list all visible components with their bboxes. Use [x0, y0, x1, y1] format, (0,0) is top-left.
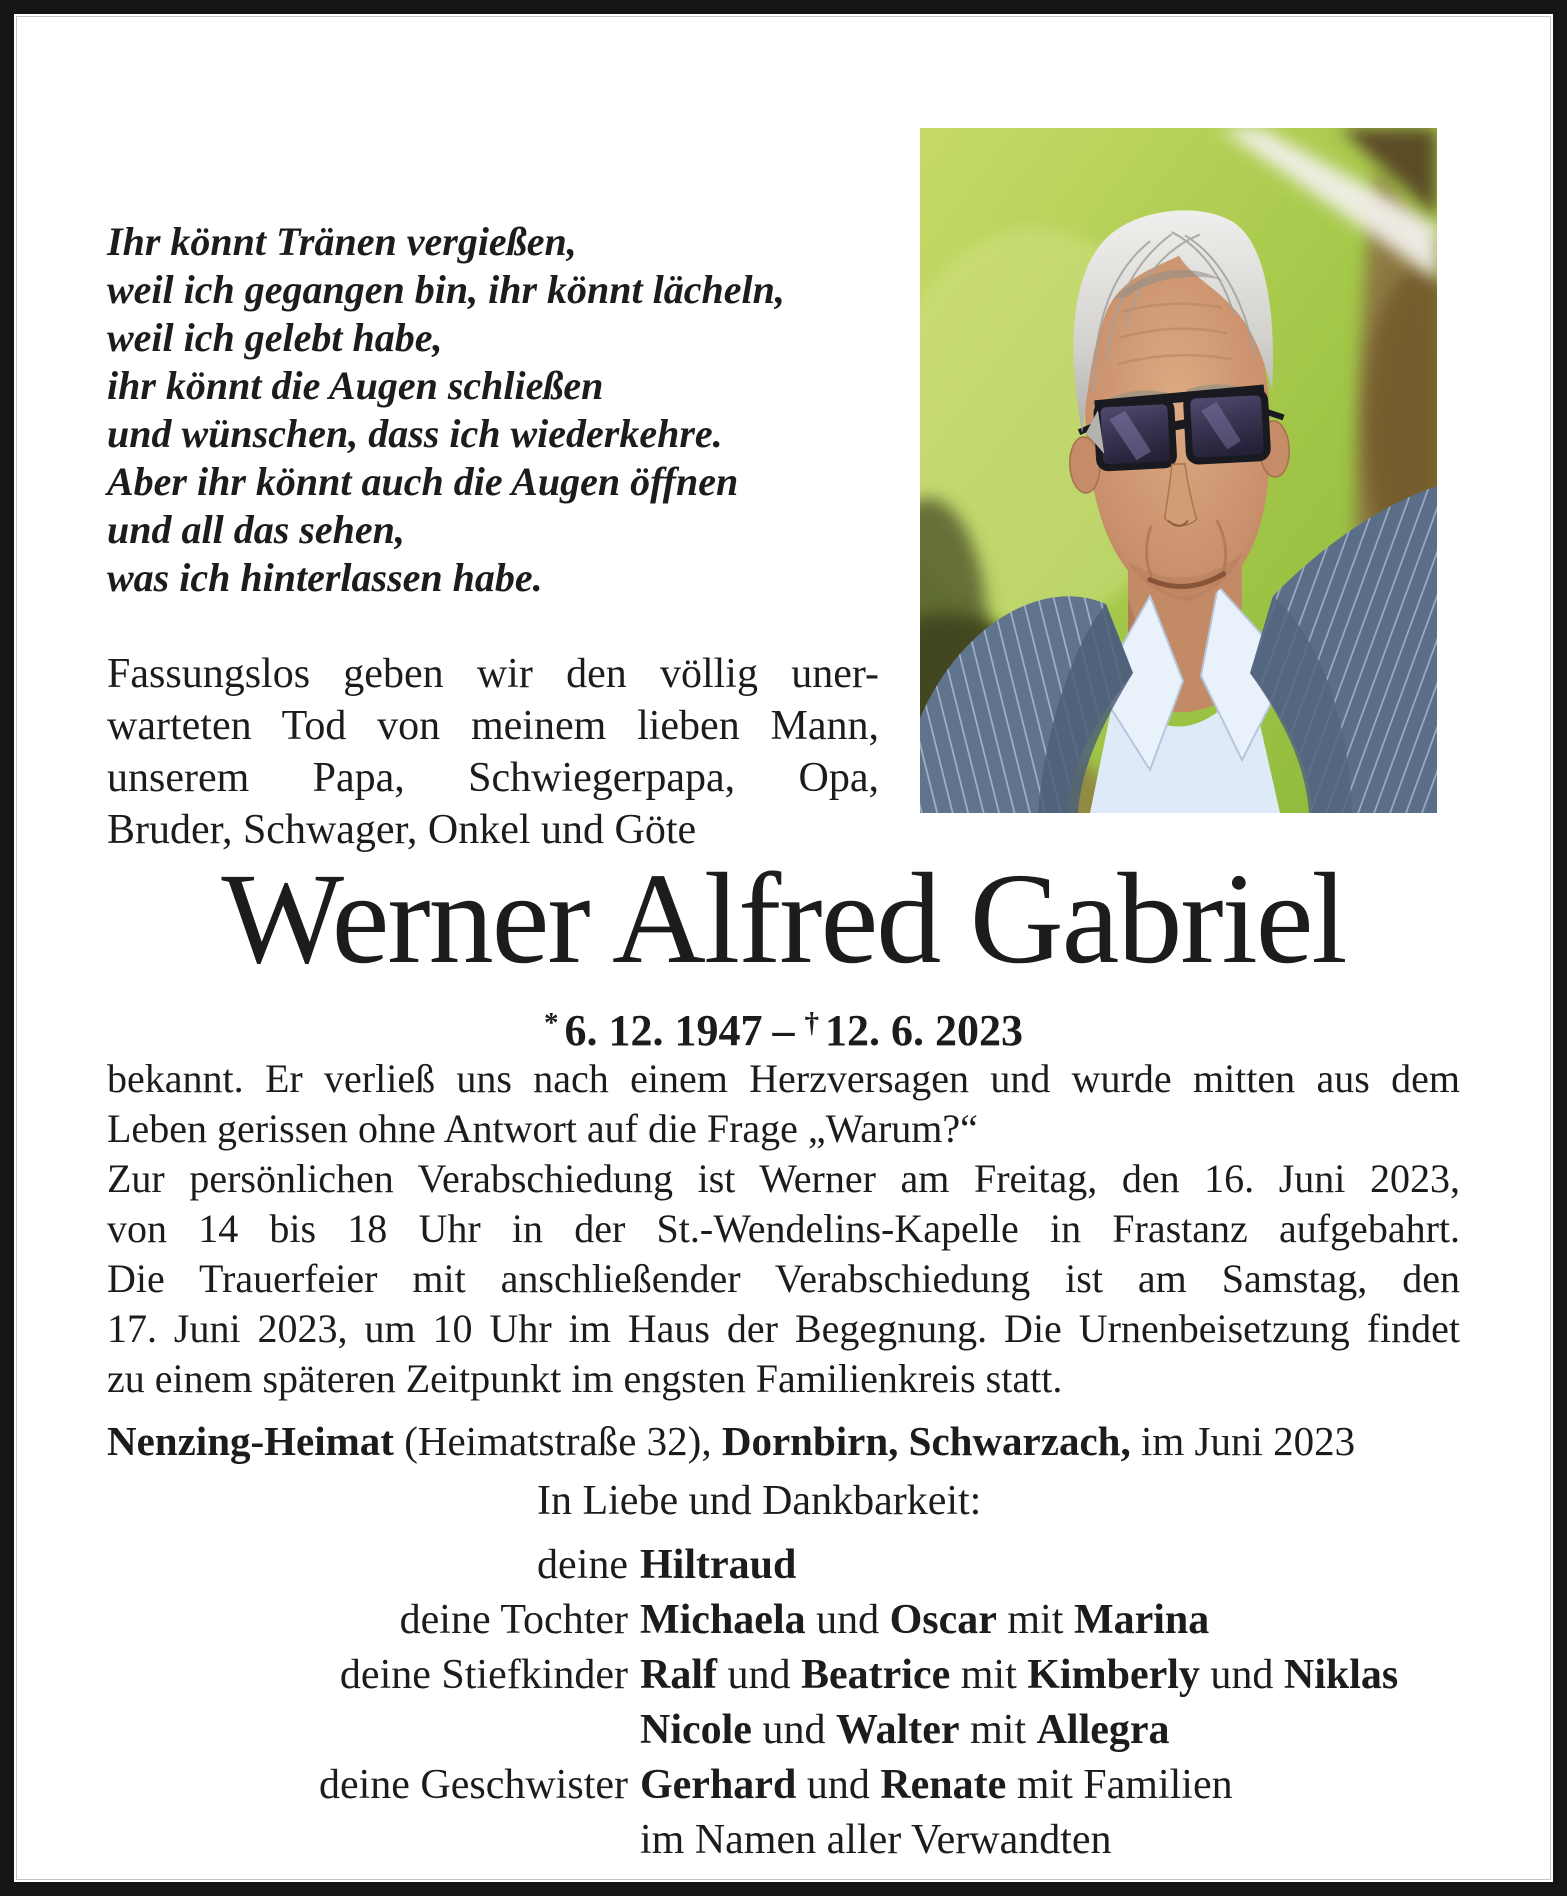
text-line: Leben gerissen ohne Antwort auf die Frage „Warum?“: [107, 1106, 978, 1151]
text-line: weil ich gegangen bin, ihr könnt lächeln,: [107, 267, 785, 312]
text-line: warteten Tod von meinem lieben Mann,: [107, 703, 879, 749]
text-run: (Heimatstraße 32),: [393, 1418, 722, 1464]
text-run: mit Familien: [1006, 1762, 1233, 1808]
text-line: zu einem späteren Zeitpunkt im engsten Familienkreis statt.: [107, 1356, 1063, 1401]
mourner-row-label: deine Tochter: [399, 1597, 628, 1643]
text-line: weil ich gelebt habe,: [107, 315, 443, 360]
text-run: im Namen aller Verwandten: [640, 1817, 1112, 1863]
announcement-intro: [107, 648, 879, 856]
text-line: Fassungslos geben wir den völlig uner-: [107, 651, 879, 697]
text-run: und: [805, 1597, 890, 1643]
name-bold-run: Gerhard: [640, 1762, 797, 1808]
name-bold-run: Dornbirn, Schwarzach,: [721, 1418, 1131, 1464]
text-line: Ihr könnt Tränen vergießen,: [107, 219, 577, 264]
name-bold-run: Allegra: [1036, 1707, 1170, 1753]
name-bold-run: Hiltraud: [640, 1542, 797, 1588]
text-line: Aber ihr könnt auch die Augen öffnen: [107, 459, 739, 504]
mourner-row: [640, 1593, 1460, 1648]
obituary-card: [14, 14, 1553, 1882]
text-run: und: [717, 1652, 801, 1698]
birth-star-symbol: *: [543, 1007, 559, 1039]
text-run: und: [1199, 1652, 1284, 1698]
mourner-row-label: [107, 1813, 628, 1868]
mourner-row: [640, 1538, 1460, 1593]
death-cross-symbol: †: [804, 1007, 820, 1039]
memorial-poem: [107, 218, 907, 602]
name-bold-run: Kimberly: [1027, 1652, 1200, 1698]
deceased-name: Werner Alfred Gabriel: [221, 847, 1346, 991]
closing-line: In Liebe und Dankbarkeit:: [537, 1478, 982, 1524]
name-bold-run: Nenzing-Heimat: [107, 1418, 394, 1464]
text-line: Bruder, Schwager, Onkel und Göte: [107, 807, 697, 853]
mourner-row: [640, 1648, 1460, 1703]
mourner-row: [640, 1813, 1460, 1868]
name-bold-run: Niklas: [1283, 1652, 1399, 1698]
portrait-photo: [920, 128, 1437, 813]
text-line: Die Trauerfeier mit anschließender Verabschiedung ist am Samstag, den: [107, 1256, 1460, 1301]
text-line: ihr könnt die Augen schließen: [107, 363, 604, 408]
name-bold-run: Walter: [835, 1707, 960, 1753]
name-bold-run: Michaela: [640, 1597, 806, 1643]
text-line: unserem Papa, Schwiegerpapa, Opa,: [107, 755, 879, 801]
name-bold-run: Marina: [1073, 1597, 1210, 1643]
dates-separator: –: [772, 1006, 795, 1056]
mourners-list: [107, 1538, 1460, 1868]
text-run: mit: [996, 1597, 1074, 1643]
text-run: und: [751, 1707, 836, 1753]
mourner-row-label: [107, 1703, 628, 1758]
text-line: Zur persönlichen Verabschiedung ist Werner am Freitag, den 16. Juni 2023,: [107, 1156, 1460, 1201]
text-run: mit: [950, 1652, 1028, 1698]
mourner-row-label: deine Stiefkinder: [339, 1652, 628, 1698]
name-bold-run: Beatrice: [801, 1652, 951, 1698]
text-line: und wünschen, dass ich wiederkehre.: [107, 411, 723, 456]
name-block: [107, 847, 1460, 1056]
birth-date: 6. 12. 1947: [564, 1006, 763, 1056]
name-bold-run: Renate: [880, 1762, 1007, 1808]
portrait-illustration: [920, 128, 1437, 813]
mourner-row: [640, 1703, 1460, 1758]
text-line: und all das sehen,: [107, 507, 405, 552]
text-line: von 14 bis 18 Uhr in der St.-Wendelins-Kapelle in Frastanz aufgebahrt.: [107, 1206, 1460, 1251]
announcement-body: [107, 1054, 1460, 1404]
text-run: im Juni 2023: [1130, 1418, 1356, 1464]
text-line: was ich hinterlassen habe.: [107, 555, 543, 600]
text-run: und: [796, 1762, 881, 1808]
mourner-row-label: deine: [537, 1542, 628, 1588]
name-bold-run: Nicole: [640, 1707, 752, 1753]
name-bold-run: Ralf: [640, 1652, 717, 1698]
death-date: 12. 6. 2023: [825, 1006, 1024, 1056]
mourner-row-label: deine Geschwister: [318, 1762, 628, 1808]
places-date-line: [107, 1416, 1460, 1466]
text-line: bekannt. Er verließ uns nach einem Herzversagen und wurde mitten aus dem: [107, 1056, 1460, 1101]
mourner-row: [640, 1758, 1460, 1813]
text-line: 17. Juni 2023, um 10 Uhr im Haus der Begegnung. Die Urnenbeisetzung findet: [107, 1306, 1460, 1351]
life-dates: [107, 998, 1460, 1056]
name-bold-run: Oscar: [889, 1597, 997, 1643]
text-run: mit: [959, 1707, 1037, 1753]
